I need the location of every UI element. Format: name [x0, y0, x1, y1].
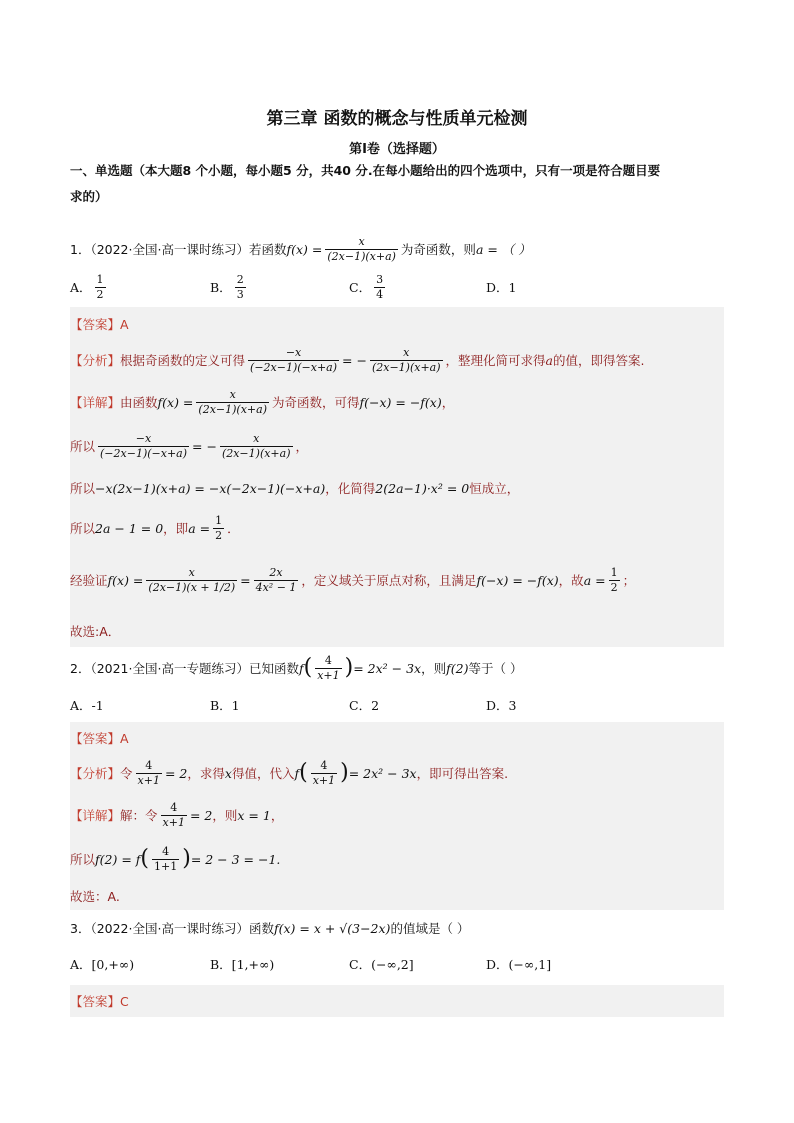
q1-analysis: 【分析】 根据奇函数的定义可得 $\frac{-x}{(-2x-1)(-x+a)}$ = − $\frac{x}{(2x-1)(x+a)}$ ，整理化简可求得 a 的值，即得答案. [70, 345, 645, 374]
q2-analysis: 【分析】 令 $\frac{4}{x+1}$ = 2 ，求得 x 得值，代入 f ( $\frac{4}{x+1}$ ) = 2x² − 3x ，即可得出答案. [70, 758, 509, 787]
q1-suffix: 为奇函数，则 [400, 242, 476, 257]
q1-step-2: 所以 −x(2x−1)(x+a) = −x(−2x−1)(−x+a) ，化简得 2(2a−1)·x² = 0 恒成立， [70, 480, 520, 496]
q3-option-b: B．[1,+∞) [210, 957, 275, 972]
q2-option-a: A．-1 [70, 698, 104, 713]
q1-detail: 【详解】 由函数 f(x) = $\frac{x}{(2x-1)(x+a)}$ 为奇函数，可得 f(−x) = −f(x) ， [70, 387, 455, 416]
q3-stem: 3．（2022·全国·高一课时练习）函数 f(x) = x + √(3−2x) 的值域是（ ） [70, 920, 470, 936]
q2-option-c: C．2 [349, 698, 380, 713]
q3-option-d: D．(−∞,1] [486, 957, 552, 972]
q1-prefix: 1．（2022·全国·高一课时练习）若函数 [70, 242, 287, 257]
q1-answer: 【答案】 A [70, 316, 129, 332]
section-line-2: 求的） [70, 189, 108, 204]
q3-option-c: C．(−∞,2] [349, 957, 414, 972]
q3-option-a: A．[0,+∞) [70, 957, 135, 972]
q1-fraction: $\frac{x}{(2x-1)(x+a)}$ [327, 234, 396, 263]
q2-option-b: B．1 [210, 698, 240, 713]
q2-stem: 2．（2021·全国·高一专题练习）已知函数 f ( $\frac{4}{x+1}$ ) = 2x² − 3x ，则 f(2) 等于（ ） [70, 653, 523, 682]
q2-option-d: D．3 [486, 698, 517, 713]
page-subtitle: 第I卷（选择题） [349, 142, 445, 157]
q2-conclusion: 故选：A. [70, 889, 120, 904]
q2-detail: 【详解】 解：令 $\frac{4}{x+1}$ = 2 ，则 x = 1 ， [70, 800, 284, 829]
section-heading [70, 158, 724, 210]
page-title: 第三章 函数的概念与性质单元检测 [266, 109, 528, 129]
q1-stem [70, 231, 724, 267]
q1-conclusion: 故选:A． [70, 624, 121, 639]
q3-answer: 【答案】 C [70, 993, 129, 1009]
q1-fx: f(x) = [286, 241, 323, 257]
q2-step-1: 所以 f(2) = f ( $\frac{4}{1+1}$ ) = 2 − 3 = −1. [70, 844, 281, 873]
section-line-1: 一、单选题（本大题8 个小题，每小题5 分，共40 分.在每小题给出的四个选项中，只有一项是符合题目要 [70, 163, 661, 178]
q2-answer: 【答案】 A [70, 730, 129, 746]
q1-step-3: 所以 2a − 1 = 0 ，即 a = $\frac{1}{2}$ ． [70, 513, 240, 542]
q1-ask: a = （ ） [475, 242, 531, 257]
q1-option-c: C． $\frac{3}{4}$ [349, 272, 384, 301]
q1-step-4: 经验证 f(x) = $\frac{x}{(2x-1)(x + 1/2)}$ = $\frac{2x}{\text{4x² − 1}}$ ，定义域关于原点对称，且满足 f(−x) = −f(x) ，故 a = $\frac{1}{2}$ ； [70, 565, 636, 594]
q1-option-b: B． $\frac{2}{3}$ [210, 272, 244, 301]
q1-option-a: A． $\frac{1}{2}$ [70, 272, 104, 301]
q1-step-1: 所以 $\frac{-x}{(-2x-1)(-x+a)}$ = − $\frac{x}{(2x-1)(x+a)}$ ， [70, 431, 309, 460]
q1-option-d: D． 1 [486, 279, 517, 295]
